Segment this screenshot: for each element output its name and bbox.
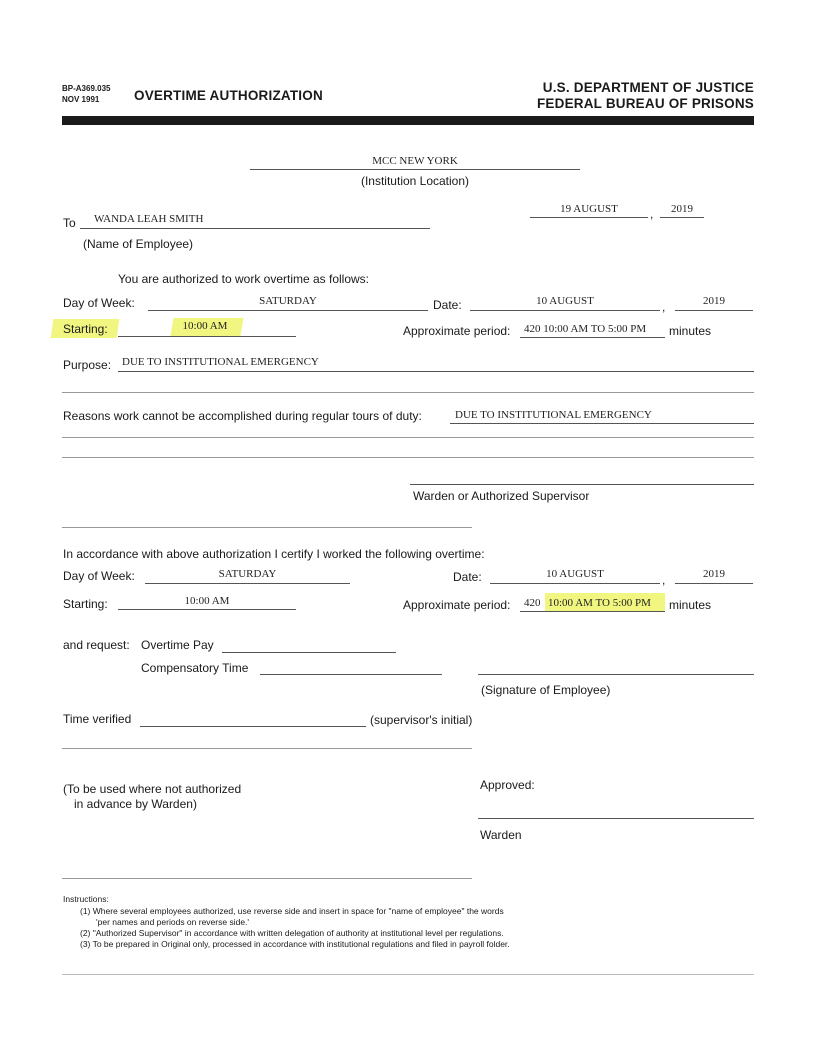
header-rule xyxy=(62,116,754,125)
instructions-heading: Instructions: xyxy=(63,894,109,904)
warden-label: Warden xyxy=(480,828,522,842)
employee-name-caption: (Name of Employee) xyxy=(83,237,194,251)
to-label: To xyxy=(63,216,76,230)
reasons-line-2 xyxy=(62,437,754,438)
institution-value: MCC NEW YORK xyxy=(372,155,458,167)
comp-time-label: Compensatory Time xyxy=(141,661,249,675)
comp-time-line xyxy=(260,674,442,675)
instruction-1-line1: (1) Where several employees authorized, use reverse side and insert in space for "name of employee" the words xyxy=(80,906,504,916)
cert-year-line xyxy=(675,583,753,584)
not-authorized-line1: (To be used where not authorized xyxy=(63,782,242,796)
purpose-line xyxy=(118,371,754,372)
auth-day-line xyxy=(148,310,428,311)
certification-intro: In accordance with above authorization I certify I worked the following overtime: xyxy=(63,547,485,561)
cert-starting-line xyxy=(118,609,296,610)
letter-year-line xyxy=(660,217,704,218)
instruction-1-line2: 'per names and periods on reverse side.' xyxy=(96,917,250,927)
auth-minutes-label: minutes xyxy=(669,324,712,338)
section-divider xyxy=(62,527,472,528)
cert-minutes-label: minutes xyxy=(669,598,712,612)
instruction-3: (3) To be prepared in Original only, processed in accordance with institutional regulations and filed in payroll folder. xyxy=(80,939,510,949)
letter-date-comma: , xyxy=(650,207,654,221)
auth-period-label: Approximate period: xyxy=(403,324,511,338)
letter-date-value: 19 AUGUST xyxy=(560,203,618,215)
auth-starting-label: Starting: xyxy=(63,322,108,336)
cert-date-label: Date: xyxy=(453,570,482,584)
cert-period-line xyxy=(520,611,665,612)
agency-department: U.S. DEPARTMENT OF JUSTICE xyxy=(542,80,754,95)
warden-caption: Warden or Authorized Supervisor xyxy=(413,489,590,503)
request-label: and request: xyxy=(63,638,130,652)
cert-period-label: Approximate period: xyxy=(403,598,511,612)
cert-date-comma: , xyxy=(662,573,666,587)
employee-signature-caption: (Signature of Employee) xyxy=(481,683,611,697)
purpose-value: DUE TO INSTITUTIONAL EMERGENCY xyxy=(122,356,319,368)
auth-period-value: 420 10:00 AM TO 5:00 PM xyxy=(524,323,647,335)
purpose-label: Purpose: xyxy=(63,358,112,372)
cert-year-value: 2019 xyxy=(703,568,725,580)
auth-year-line xyxy=(675,310,753,311)
letter-year-value: 2019 xyxy=(671,203,693,215)
agency-bureau: FEDERAL BUREAU OF PRISONS xyxy=(536,96,754,111)
employee-signature-line xyxy=(478,674,754,675)
form-code: BP-A369.035 xyxy=(62,84,111,93)
footer-rule xyxy=(62,974,754,975)
reasons-line xyxy=(450,423,754,424)
reasons-line-3 xyxy=(62,457,754,458)
purpose-line-2 xyxy=(62,392,754,393)
auth-period-line xyxy=(520,337,665,338)
time-verified-label: Time verified xyxy=(63,712,132,726)
institution-line xyxy=(250,169,580,170)
auth-day-value: SATURDAY xyxy=(259,295,317,307)
warden-approval-line xyxy=(478,818,754,819)
cert-day-value: SATURDAY xyxy=(218,568,277,580)
time-verified-line xyxy=(140,726,366,727)
section-divider-3 xyxy=(62,878,472,879)
section-divider-2 xyxy=(62,748,472,749)
auth-date-value: 10 AUGUST xyxy=(536,295,594,307)
auth-starting-value: 10:00 AM xyxy=(182,320,228,332)
not-authorized-line2: in advance by Warden) xyxy=(74,797,197,811)
warden-signature-line xyxy=(410,484,754,485)
overtime-pay-line xyxy=(222,652,396,653)
authorization-intro: You are authorized to work overtime as follows: xyxy=(118,272,370,286)
auth-date-line xyxy=(470,310,660,311)
approved-label: Approved: xyxy=(480,778,535,792)
auth-day-label: Day of Week: xyxy=(63,296,135,310)
auth-date-comma: , xyxy=(662,300,666,314)
institution-caption: (Institution Location) xyxy=(360,174,470,188)
cert-starting-label: Starting: xyxy=(63,597,108,611)
employee-name-line xyxy=(80,228,430,229)
supervisor-initial-label: (supervisor's initial) xyxy=(370,713,473,727)
employee-name-value: WANDA LEAH SMITH xyxy=(94,213,204,225)
overtime-pay-label: Overtime Pay xyxy=(141,638,214,652)
auth-date-label: Date: xyxy=(433,298,462,312)
form-date: NOV 1991 xyxy=(62,95,100,104)
cert-day-label: Day of Week: xyxy=(63,569,135,583)
cert-period-value: 10:00 AM TO 5:00 PM xyxy=(548,597,651,609)
letter-date-line xyxy=(530,217,648,218)
reasons-label: Reasons work cannot be accomplished during regular tours of duty: xyxy=(63,409,422,423)
form-title: OVERTIME AUTHORIZATION xyxy=(134,88,323,103)
cert-period-minutes: 420 xyxy=(524,597,541,609)
auth-starting-line xyxy=(118,336,296,337)
cert-date-value: 10 AUGUST xyxy=(546,568,604,580)
instruction-2: (2) "Authorized Supervisor" in accordance with written delegation of authority at institutional level per regulations. xyxy=(80,928,504,938)
cert-starting-value: 10:00 AM xyxy=(184,595,230,607)
reasons-value: DUE TO INSTITUTIONAL EMERGENCY xyxy=(455,409,652,421)
cert-day-line xyxy=(145,583,350,584)
cert-date-line xyxy=(490,583,660,584)
auth-year-value: 2019 xyxy=(703,295,725,307)
